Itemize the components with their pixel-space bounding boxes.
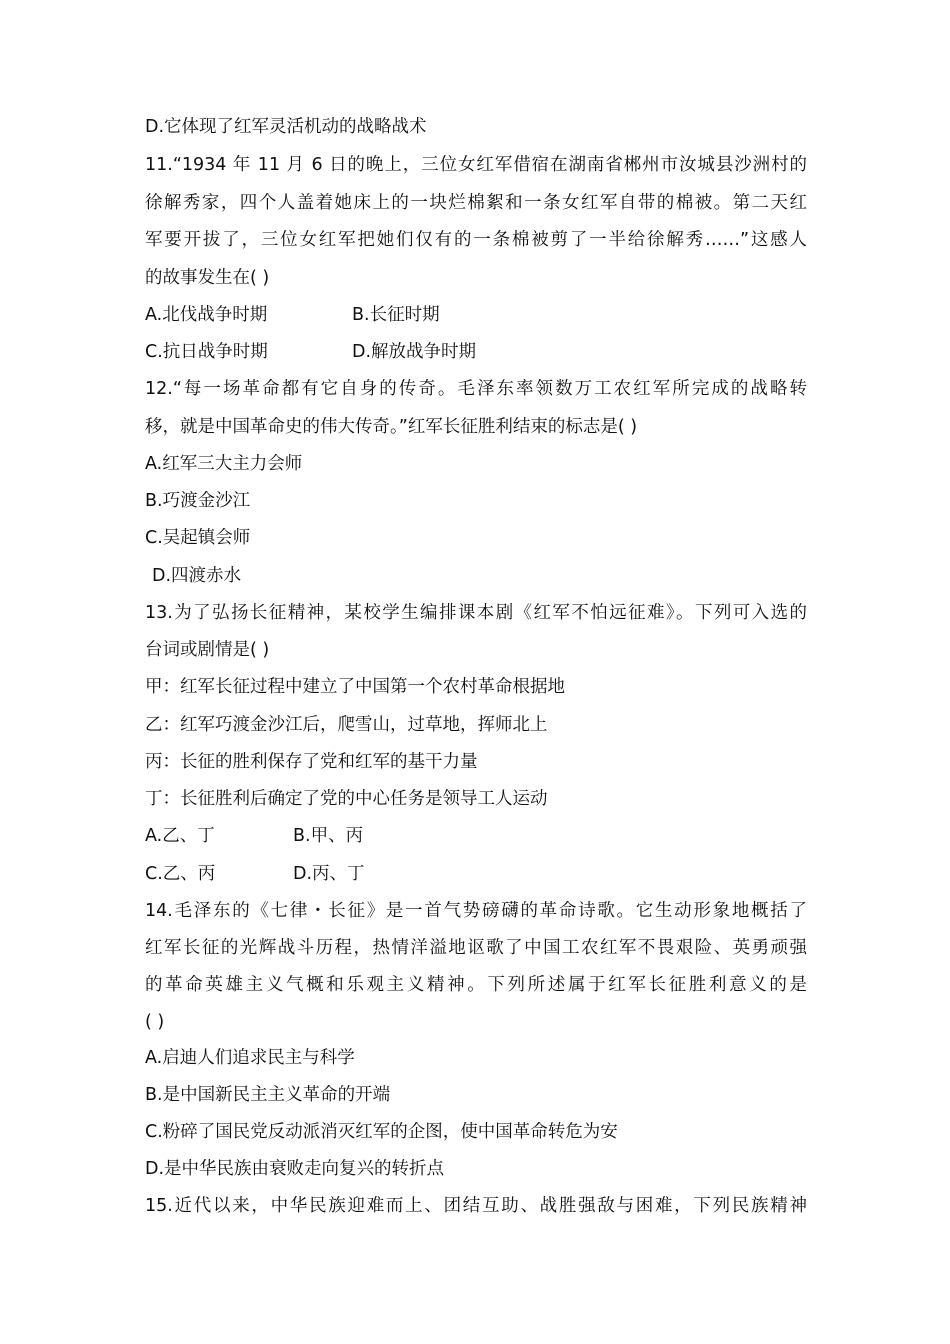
q13-option-c: C.乙、丙 <box>145 864 216 884</box>
q12-option-c: C.吴起镇会师 <box>145 528 251 548</box>
q13-option-b: B.甲、丙 <box>293 826 364 846</box>
q11-option-b: B.长征时期 <box>352 305 440 325</box>
q11-option-d: D.解放战争时期 <box>352 342 477 362</box>
q12-stem-line-2: 移，就是中国革命史的伟大传奇。”红军长征胜利结束的标志是( ) <box>145 417 638 437</box>
q13-stem-line-2: 台词或剧情是( ) <box>145 640 270 660</box>
q14-option-c: C.粉碎了国民党反动派消灭红军的企图，使中国革命转危为安 <box>145 1122 618 1142</box>
q11-stem-line-3: 军要开拔了，三位女红军把她们仅有的一条棉被剪了一半给徐解秀……”这感人 <box>145 230 807 250</box>
q14-stem-line-4: ( ) <box>145 1012 165 1032</box>
q11-stem-line-2: 徐解秀家，四个人盖着她床上的一块烂棉絮和一条女红军自带的棉被。第二天红 <box>145 193 807 213</box>
q13-statement-jia: 甲：红军长征过程中建立了中国第一个农村革命根据地 <box>145 677 565 697</box>
q11-stem-line-1: 11.“1934 年 11 月 6 日的晚上，三位女红军借宿在湖南省郴州市汝城县沙洲村的 <box>145 155 807 175</box>
q12-option-d: D.四渡赤水 <box>152 566 242 586</box>
q10-option-d: D.它体现了红军灵活机动的战略战术 <box>145 117 427 137</box>
q14-stem-line-3: 的革命英雄主义气概和乐观主义精神。下列所述属于红军长征胜利意义的是 <box>145 975 807 995</box>
q11-option-a: A.北伐战争时期 <box>145 305 268 325</box>
q14-option-b: B.是中国新民主主义革命的开端 <box>145 1085 391 1105</box>
q15-stem-line-1: 15.近代以来，中华民族迎难而上、团结互助、战胜强敌与困难，下列民族精神 <box>145 1196 807 1216</box>
q14-option-d: D.是中华民族由衰败走向复兴的转折点 <box>145 1159 445 1179</box>
q13-stem-line-1: 13.为了弘扬长征精神，某校学生编排课本剧《红军不怕远征难》。下列可入选的 <box>145 603 807 623</box>
q13-option-d: D.丙、丁 <box>293 864 365 884</box>
q14-option-a: A.启迪人们追求民主与科学 <box>145 1048 355 1068</box>
q13-statement-ding: 丁：长征胜利后确定了党的中心任务是领导工人运动 <box>145 789 548 809</box>
q14-stem-line-2: 红军长征的光辉战斗历程，热情洋溢地讴歌了中国工农红军不畏艰险、英勇顽强 <box>145 938 807 958</box>
q14-stem-line-1: 14.毛泽东的《七律・长征》是一首气势磅礴的革命诗歌。它生动形象地概括了 <box>145 901 807 921</box>
q11-stem-line-4: 的故事发生在( ) <box>145 268 270 288</box>
q12-option-a: A.红军三大主力会师 <box>145 454 303 474</box>
q13-statement-yi: 乙：红军巧渡金沙江后，爬雪山，过草地，挥师北上 <box>145 715 548 735</box>
q13-option-a: A.乙、丁 <box>145 826 215 846</box>
q13-statement-bing: 丙：长征的胜利保存了党和红军的基干力量 <box>145 752 478 772</box>
q12-option-b: B.巧渡金沙江 <box>145 491 251 511</box>
q11-option-c: C.抗日战争时期 <box>145 342 268 362</box>
q12-stem-line-1: 12.“每一场革命都有它自身的传奇。毛泽东率领数万工农红军所完成的战略转 <box>145 379 807 399</box>
